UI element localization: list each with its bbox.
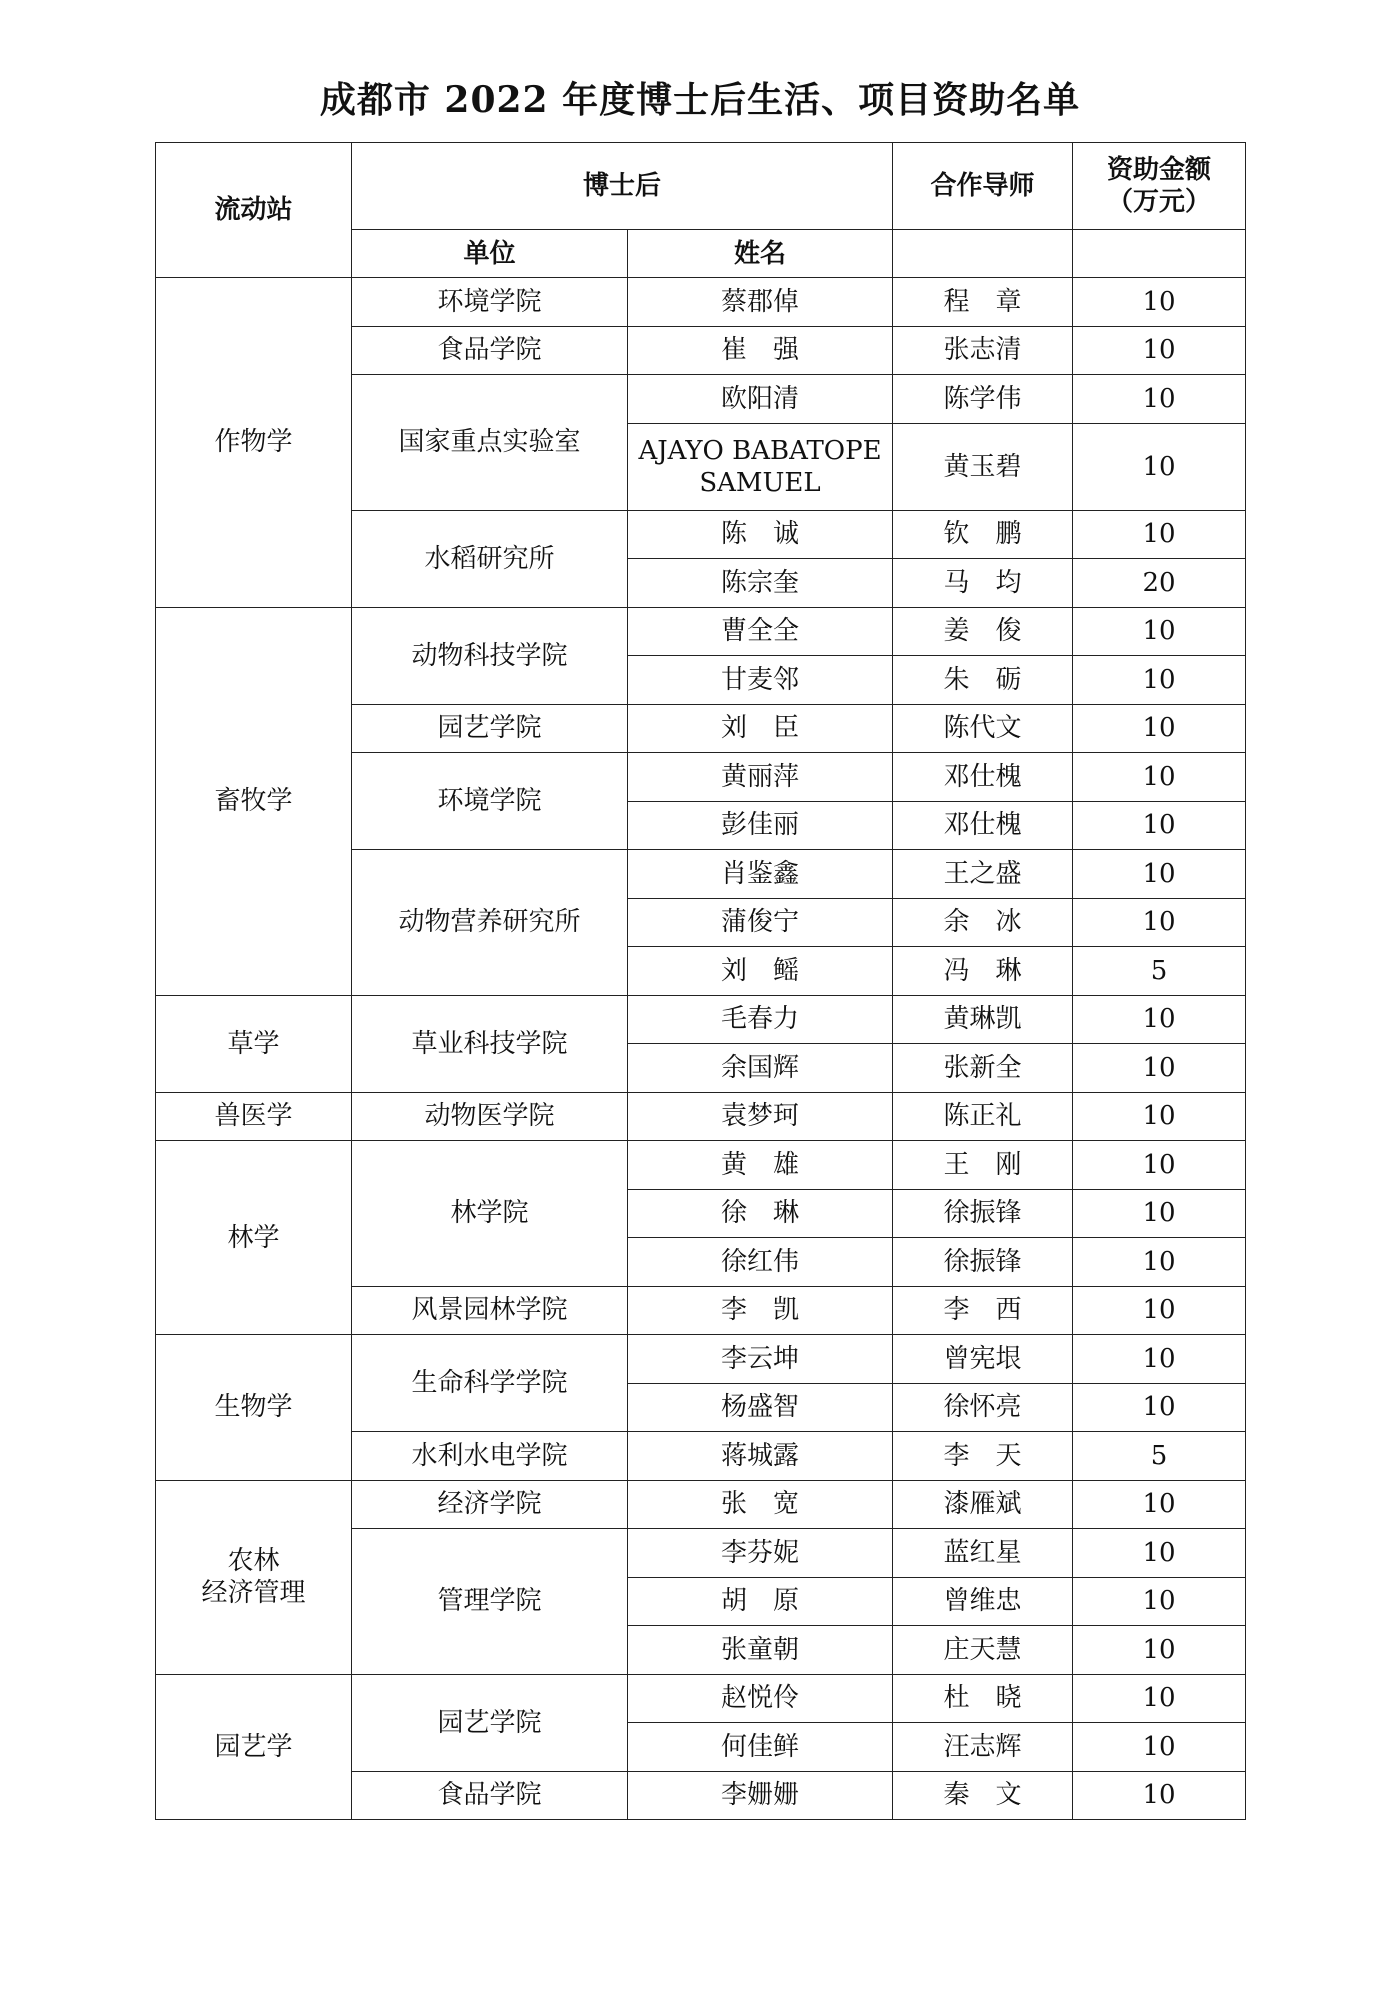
unit-cell: 水利水电学院 bbox=[352, 1432, 628, 1481]
unit-cell: 水稻研究所 bbox=[352, 510, 628, 607]
table-row bbox=[156, 278, 1246, 327]
advisor-cell: 漆雁斌 bbox=[893, 1480, 1073, 1529]
table-row bbox=[156, 607, 1246, 656]
amount-cell: 10 bbox=[1073, 704, 1246, 753]
station-cell: 畜牧学 bbox=[156, 607, 352, 995]
advisor-cell: 黄琳凯 bbox=[893, 995, 1073, 1044]
unit-cell: 食品学院 bbox=[352, 1771, 628, 1820]
postdoc-name-cell: 崔 强 bbox=[628, 326, 893, 375]
advisor-cell: 姜 俊 bbox=[893, 607, 1073, 656]
unit-cell: 动物医学院 bbox=[352, 1092, 628, 1141]
amount-cell: 20 bbox=[1073, 559, 1246, 608]
advisor-cell: 张新全 bbox=[893, 1044, 1073, 1093]
amount-cell: 10 bbox=[1073, 656, 1246, 705]
amount-cell: 5 bbox=[1073, 947, 1246, 996]
table-row bbox=[156, 1335, 1246, 1384]
unit-cell: 经济学院 bbox=[352, 1480, 628, 1529]
unit-cell: 管理学院 bbox=[352, 1529, 628, 1675]
advisor-cell: 冯 琳 bbox=[893, 947, 1073, 996]
table-row bbox=[156, 1141, 1246, 1190]
postdoc-name-cell: 何佳鲜 bbox=[628, 1723, 893, 1772]
amount-cell: 10 bbox=[1073, 801, 1246, 850]
unit-cell: 环境学院 bbox=[352, 278, 628, 327]
postdoc-name-cell: 甘麦邻 bbox=[628, 656, 893, 705]
advisor-cell: 余 冰 bbox=[893, 898, 1073, 947]
station-cell: 园艺学 bbox=[156, 1674, 352, 1820]
amount-cell: 10 bbox=[1073, 1238, 1246, 1287]
postdoc-name-cell: 蒲俊宁 bbox=[628, 898, 893, 947]
amount-cell: 10 bbox=[1073, 1723, 1246, 1772]
amount-cell: 10 bbox=[1073, 1480, 1246, 1529]
postdoc-name-cell: 黄丽萍 bbox=[628, 753, 893, 802]
table-row bbox=[156, 995, 1246, 1044]
amount-cell: 5 bbox=[1073, 1432, 1246, 1481]
unit-cell: 草业科技学院 bbox=[352, 995, 628, 1092]
postdoc-name-cell: 杨盛智 bbox=[628, 1383, 893, 1432]
header-advisor: 合作导师 bbox=[893, 143, 1073, 230]
document-title: 成都市 2022 年度博士后生活、项目资助名单 bbox=[319, 79, 1081, 121]
unit-cell: 园艺学院 bbox=[352, 704, 628, 753]
amount-cell: 10 bbox=[1073, 1577, 1246, 1626]
postdoc-name-cell: 余国辉 bbox=[628, 1044, 893, 1093]
postdoc-name-cell: 徐 琳 bbox=[628, 1189, 893, 1238]
advisor-cell: 钦 鹏 bbox=[893, 510, 1073, 559]
amount-cell: 10 bbox=[1073, 1529, 1246, 1578]
advisor-cell: 秦 文 bbox=[893, 1771, 1073, 1820]
amount-cell: 10 bbox=[1073, 1674, 1246, 1723]
postdoc-name-cell: 李云坤 bbox=[628, 1335, 893, 1384]
advisor-cell: 陈正礼 bbox=[893, 1092, 1073, 1141]
advisor-cell: 程 章 bbox=[893, 278, 1073, 327]
header-postdoc: 博士后 bbox=[352, 143, 893, 230]
advisor-cell: 徐怀亮 bbox=[893, 1383, 1073, 1432]
advisor-cell: 王之盛 bbox=[893, 850, 1073, 899]
postdoc-name-cell: AJAYO BABATOPE SAMUEL bbox=[628, 423, 893, 510]
amount-cell: 10 bbox=[1073, 278, 1246, 327]
amount-cell: 10 bbox=[1073, 995, 1246, 1044]
amount-cell: 10 bbox=[1073, 1044, 1246, 1093]
advisor-cell: 蓝红星 bbox=[893, 1529, 1073, 1578]
postdoc-name-cell: 李姗姗 bbox=[628, 1771, 893, 1820]
postdoc-name-cell: 欧阳清 bbox=[628, 375, 893, 424]
unit-cell: 生命科学学院 bbox=[352, 1335, 628, 1432]
amount-cell: 10 bbox=[1073, 375, 1246, 424]
postdoc-name-cell: 刘 鳐 bbox=[628, 947, 893, 996]
postdoc-name-cell: 赵悦伶 bbox=[628, 1674, 893, 1723]
advisor-cell: 汪志辉 bbox=[893, 1723, 1073, 1772]
amount-cell: 10 bbox=[1073, 607, 1246, 656]
postdoc-name-cell: 彭佳丽 bbox=[628, 801, 893, 850]
unit-cell: 食品学院 bbox=[352, 326, 628, 375]
grant-list-table bbox=[155, 142, 1246, 1820]
amount-cell: 10 bbox=[1073, 1383, 1246, 1432]
advisor-cell: 曾宪垠 bbox=[893, 1335, 1073, 1384]
table-body bbox=[156, 143, 1246, 1820]
advisor-cell: 徐振锋 bbox=[893, 1189, 1073, 1238]
station-cell: 林学 bbox=[156, 1141, 352, 1335]
postdoc-name-cell: 袁梦珂 bbox=[628, 1092, 893, 1141]
postdoc-name-cell: 张 宽 bbox=[628, 1480, 893, 1529]
amount-cell: 10 bbox=[1073, 423, 1246, 510]
advisor-cell: 马 均 bbox=[893, 559, 1073, 608]
advisor-cell: 邓仕槐 bbox=[893, 801, 1073, 850]
postdoc-name-cell: 蒋城露 bbox=[628, 1432, 893, 1481]
station-cell: 兽医学 bbox=[156, 1092, 352, 1141]
header-row-top bbox=[156, 143, 1246, 230]
postdoc-name-cell: 肖鉴鑫 bbox=[628, 850, 893, 899]
postdoc-name-cell: 徐红伟 bbox=[628, 1238, 893, 1287]
table-row bbox=[156, 1480, 1246, 1529]
unit-cell: 动物营养研究所 bbox=[352, 850, 628, 996]
advisor-cell: 王 刚 bbox=[893, 1141, 1073, 1190]
table-row bbox=[156, 1092, 1246, 1141]
postdoc-name-cell: 陈宗奎 bbox=[628, 559, 893, 608]
amount-cell: 10 bbox=[1073, 326, 1246, 375]
header-amount-blank bbox=[1073, 230, 1246, 278]
postdoc-name-cell: 胡 原 bbox=[628, 1577, 893, 1626]
amount-cell: 10 bbox=[1073, 898, 1246, 947]
unit-cell: 风景园林学院 bbox=[352, 1286, 628, 1335]
postdoc-name-cell: 李 凯 bbox=[628, 1286, 893, 1335]
unit-cell: 环境学院 bbox=[352, 753, 628, 850]
amount-cell: 10 bbox=[1073, 1092, 1246, 1141]
amount-cell: 10 bbox=[1073, 1286, 1246, 1335]
amount-cell: 10 bbox=[1073, 1335, 1246, 1384]
amount-cell: 10 bbox=[1073, 1626, 1246, 1675]
postdoc-name-cell: 刘 臣 bbox=[628, 704, 893, 753]
station-cell: 草学 bbox=[156, 995, 352, 1092]
unit-cell: 动物科技学院 bbox=[352, 607, 628, 704]
header-advisor-blank bbox=[893, 230, 1073, 278]
advisor-cell: 陈代文 bbox=[893, 704, 1073, 753]
station-cell: 作物学 bbox=[156, 278, 352, 608]
unit-cell: 园艺学院 bbox=[352, 1674, 628, 1771]
postdoc-name-cell: 曹全全 bbox=[628, 607, 893, 656]
header-station: 流动站 bbox=[156, 143, 352, 278]
amount-cell: 10 bbox=[1073, 753, 1246, 802]
header-unit: 单位 bbox=[352, 230, 628, 278]
postdoc-name-cell: 张童朝 bbox=[628, 1626, 893, 1675]
postdoc-name-cell: 毛春力 bbox=[628, 995, 893, 1044]
advisor-cell: 黄玉碧 bbox=[893, 423, 1073, 510]
amount-cell: 10 bbox=[1073, 1189, 1246, 1238]
advisor-cell: 张志清 bbox=[893, 326, 1073, 375]
station-cell: 农林 经济管理 bbox=[156, 1480, 352, 1674]
amount-cell: 10 bbox=[1073, 510, 1246, 559]
amount-cell: 10 bbox=[1073, 850, 1246, 899]
advisor-cell: 曾维忠 bbox=[893, 1577, 1073, 1626]
advisor-cell: 陈学伟 bbox=[893, 375, 1073, 424]
postdoc-name-cell: 蔡郡倬 bbox=[628, 278, 893, 327]
advisor-cell: 李 西 bbox=[893, 1286, 1073, 1335]
postdoc-name-cell: 李芬妮 bbox=[628, 1529, 893, 1578]
amount-cell: 10 bbox=[1073, 1771, 1246, 1820]
advisor-cell: 杜 晓 bbox=[893, 1674, 1073, 1723]
advisor-cell: 李 天 bbox=[893, 1432, 1073, 1481]
station-cell: 生物学 bbox=[156, 1335, 352, 1481]
amount-cell: 10 bbox=[1073, 1141, 1246, 1190]
advisor-cell: 徐振锋 bbox=[893, 1238, 1073, 1287]
unit-cell: 林学院 bbox=[352, 1141, 628, 1287]
unit-cell: 国家重点实验室 bbox=[352, 375, 628, 511]
advisor-cell: 朱 砺 bbox=[893, 656, 1073, 705]
header-amount: 资助金额 （万元） bbox=[1073, 143, 1246, 230]
header-name: 姓名 bbox=[628, 230, 893, 278]
advisor-cell: 庄天慧 bbox=[893, 1626, 1073, 1675]
table-row bbox=[156, 1674, 1246, 1723]
postdoc-name-cell: 黄 雄 bbox=[628, 1141, 893, 1190]
advisor-cell: 邓仕槐 bbox=[893, 753, 1073, 802]
postdoc-name-cell: 陈 诚 bbox=[628, 510, 893, 559]
